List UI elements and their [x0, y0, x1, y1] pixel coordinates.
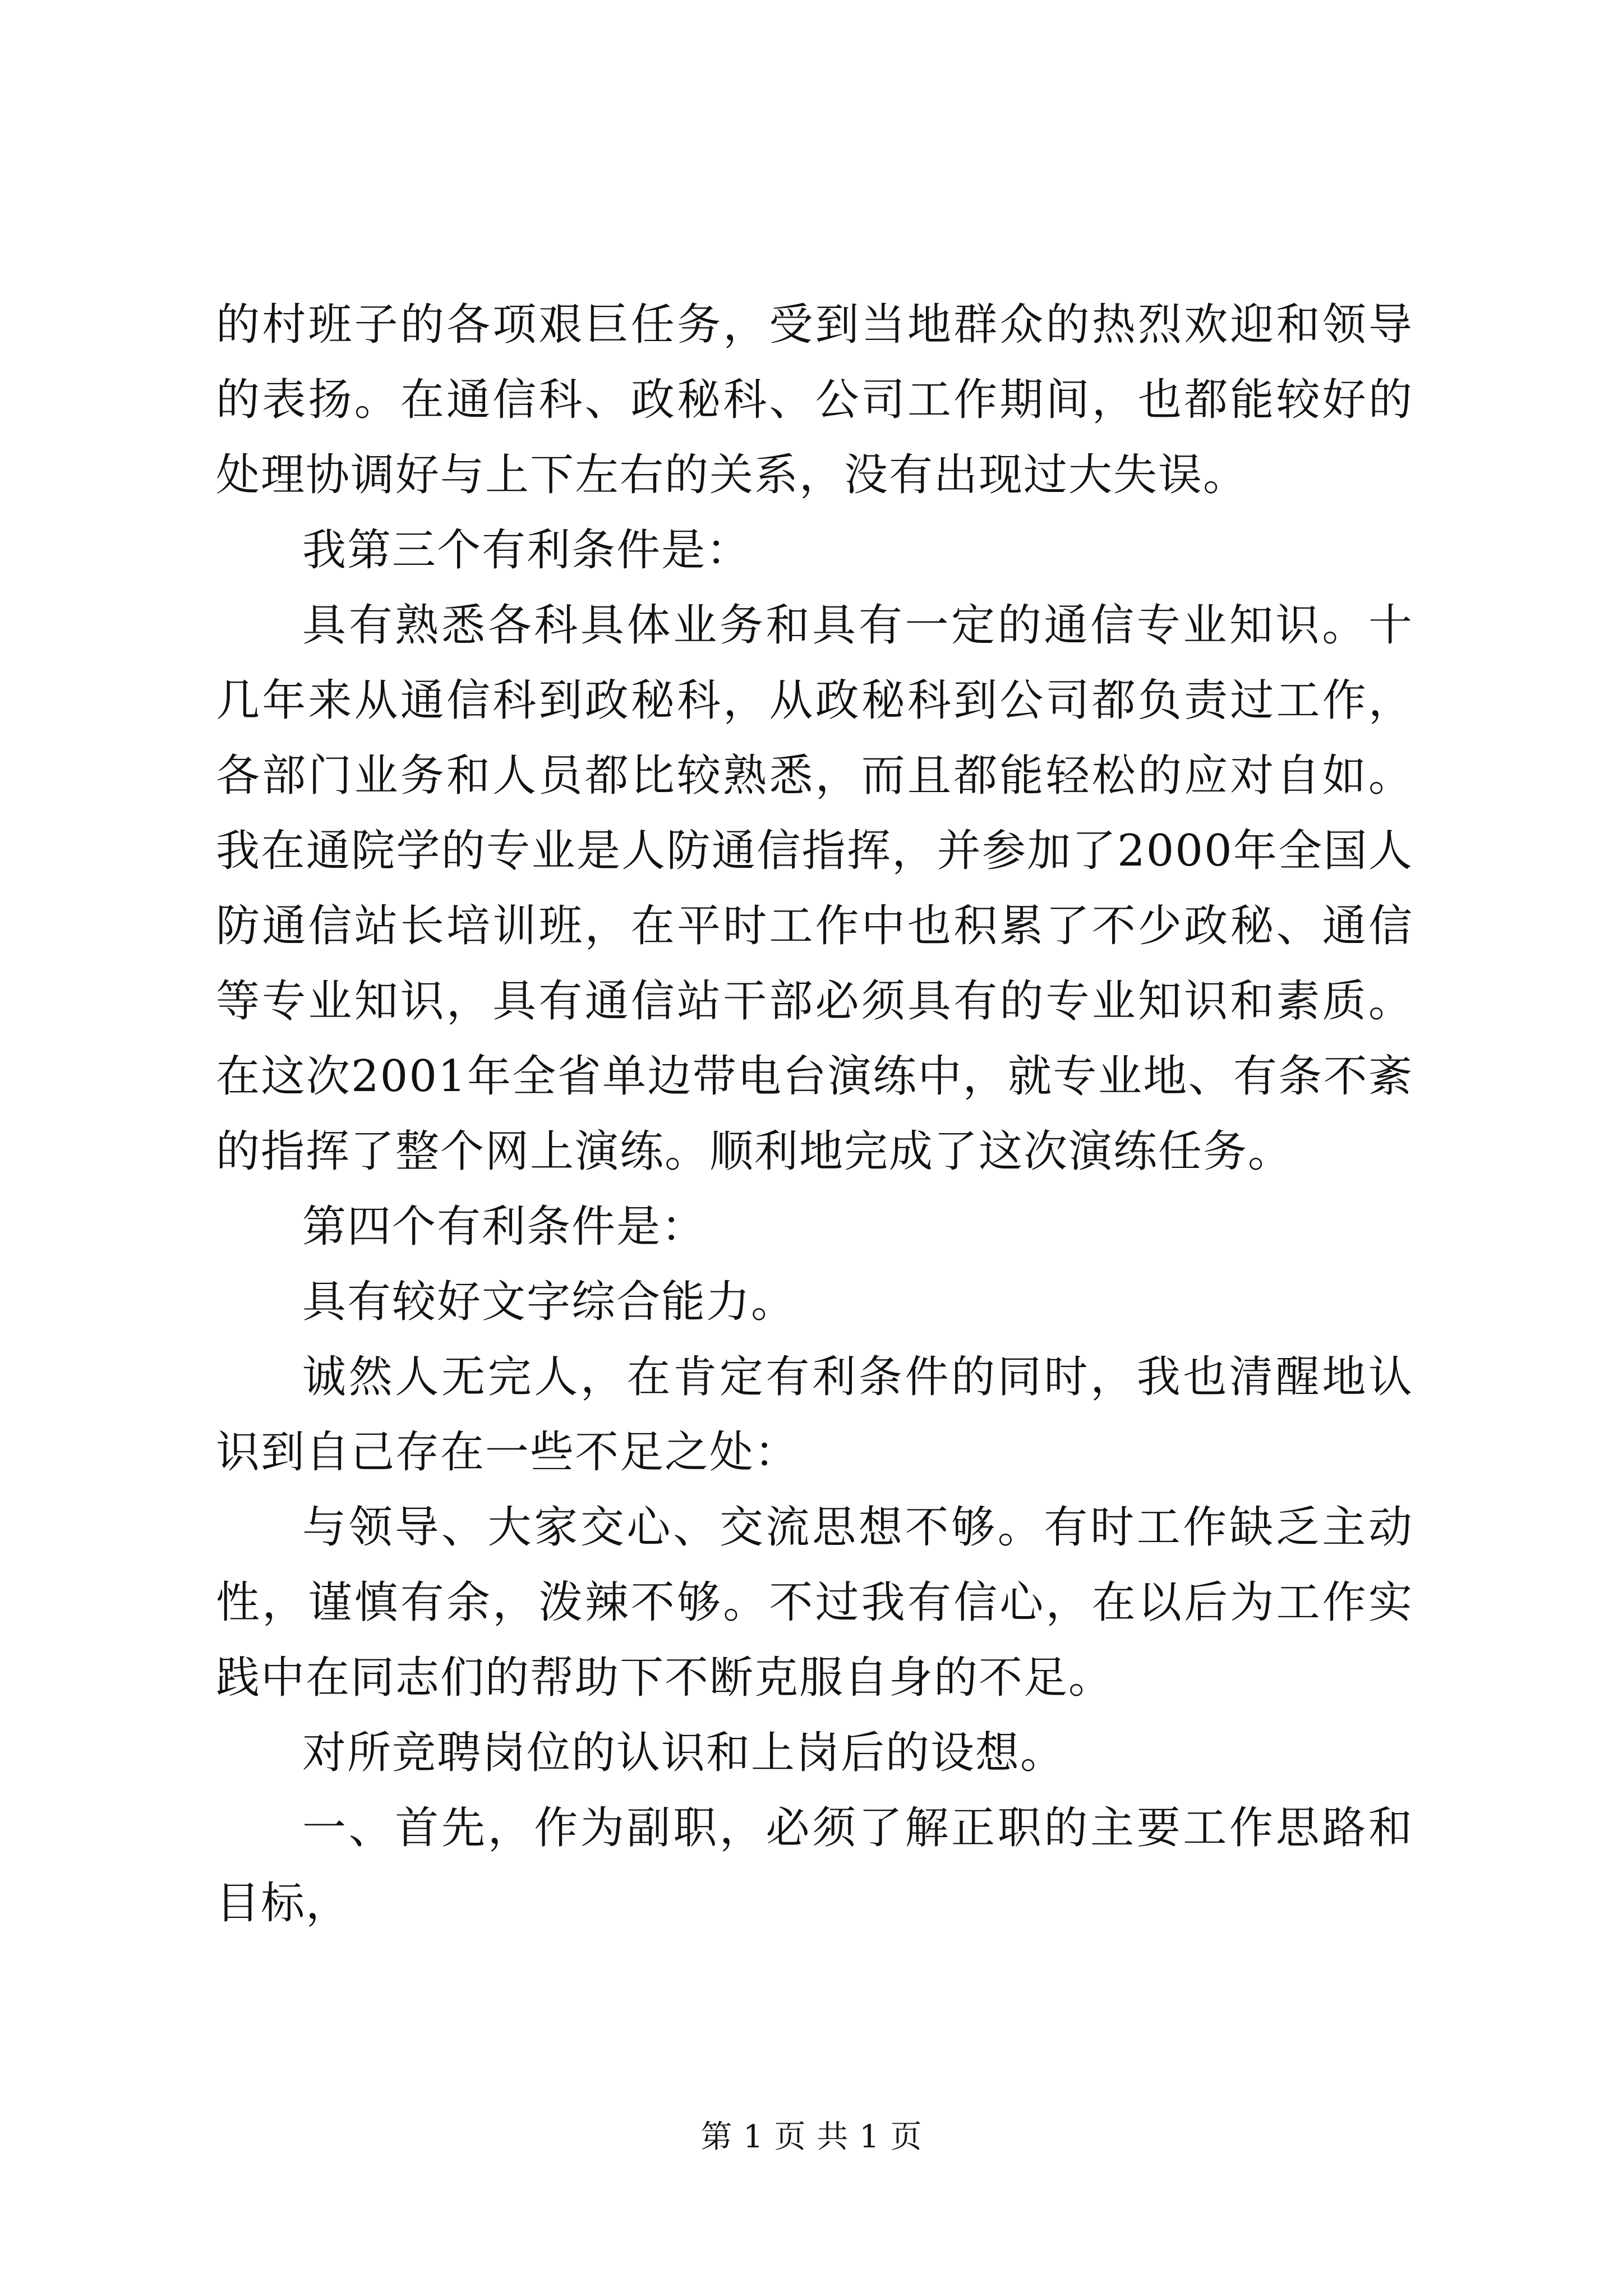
paragraph-1: 的村班子的各项艰巨任务，受到当地群众的热烈欢迎和领导的表扬。在通信科、政秘科、公司工作期间，也都能较好的处理协调好与上下左右的关系，没有出现过大失误。 [216, 300, 1413, 500]
paragraph-4: 第四个有利条件是： [302, 1202, 707, 1252]
paragraph-5: 具有较好文字综合能力。 [302, 1277, 796, 1327]
paragraph-8: 对所竞聘岗位的认识和上岗后的设想。 [302, 1728, 1066, 1778]
paragraph-3: 具有熟悉各科具体业务和具有一定的通信专业知识。十几年来从通信科到政秘科，从政秘科到公司都负责过工作，各部门业务和人员都比较熟悉，而且都能轻松的应对自如。我在通院学的专业是人防通信指挥，并参加了2000年全国人防通信站长培训班，在平时工作中也积累了不少政秘、通信等专业知识，具有通信站干部必须具有的专业知识和素质。在这次2001年全省单边带电台演练中，就专业地、有条不紊的指挥了整个网上演练。顺利地完成了这次演练任务。 [216, 600, 1413, 1177]
paragraph-6: 诚然人无完人，在肯定有利条件的同时，我也清醒地认识到自己存在一些不足之处： [216, 1352, 1413, 1478]
document-body [216, 287, 1413, 1941]
paragraph-7: 与领导、大家交心、交流思想不够。有时工作缺乏主动性，谨慎有余，泼辣不够。不过我有信心，在以后为工作实践中在同志们的帮助下不断克服自身的不足。 [216, 1502, 1413, 1703]
page-footer: 第 1 页 共 1 页 [700, 2119, 923, 2155]
paragraph-9: 一、首先，作为副职，必须了解正职的主要工作思路和目标， [216, 1803, 1413, 1929]
paragraph-2: 我第三个有利条件是： [302, 525, 751, 576]
